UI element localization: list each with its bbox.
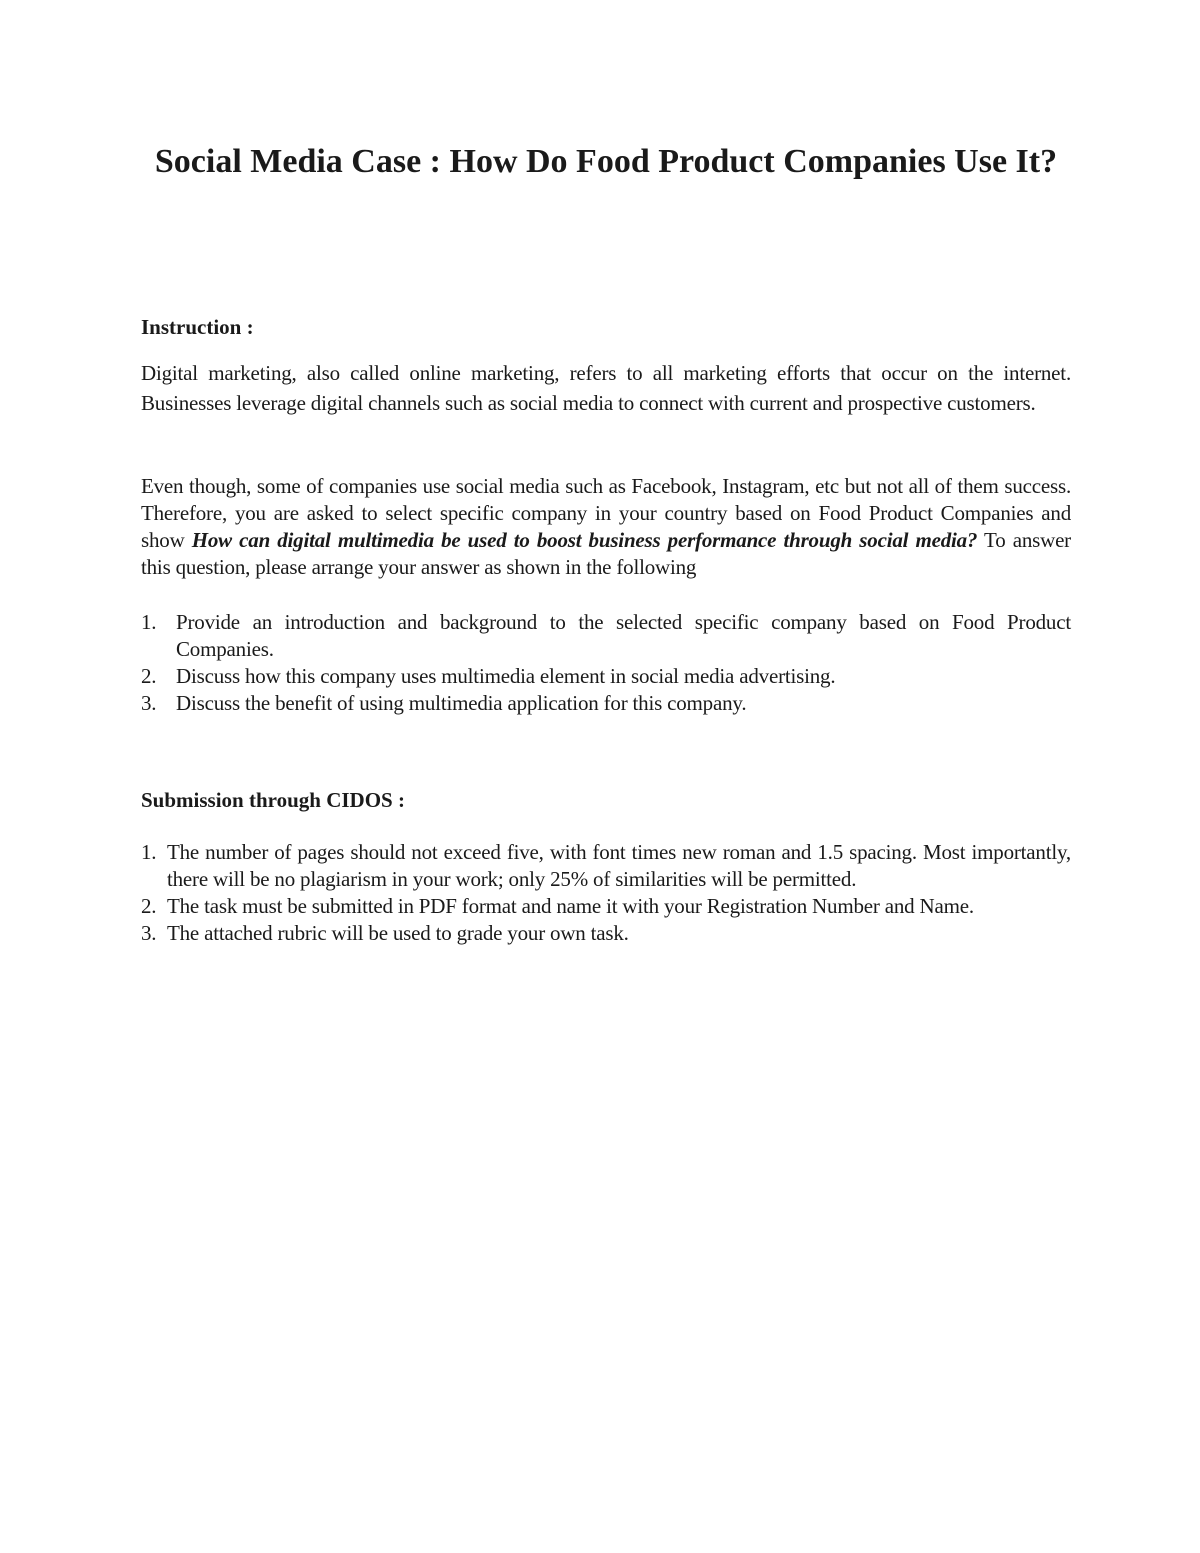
list-item (141, 839, 1071, 893)
list-item (141, 690, 1071, 717)
task-question: How can digital multimedia be used to boost business performance through social media? (191, 528, 978, 552)
list-item (141, 893, 1071, 920)
list-number: 1. (141, 840, 157, 864)
list-item (141, 920, 1071, 947)
intro-paragraph: Digital marketing, also called online marketing, refers to all marketing efforts that occur on the internet. Businesses leverage digital channels such as social media to connect with current and prospective customers. (141, 361, 1071, 415)
document-title: Social Media Case : How Do Food Product Companies Use It? (154, 143, 1058, 180)
instruction-heading: Instruction : (141, 315, 254, 339)
submission-heading: Submission through CIDOS : (141, 788, 405, 812)
task-paragraph (141, 473, 1071, 581)
submission-list (141, 839, 1071, 947)
instruction-list (141, 609, 1071, 717)
list-number: 1. (141, 610, 157, 634)
list-text: Discuss the benefit of using multimedia application for this company. (176, 691, 747, 715)
task-paragraph-start: Even though, some of companies use social media such as Facebook, Instagram, etc but not all of them success. Therefore, you are asked to select specific company in your country based on Food Product Companies and show (141, 474, 1071, 552)
task-paragraph-end: To answer this question, please arrange your answer as shown in the following (141, 528, 1071, 579)
list-text: The number of pages should not exceed five, with font times new roman and 1.5 spacing. Most importantly, there will be no plagiarism in your work; only 25% of similarities will be permitted. (167, 840, 1071, 891)
list-text: Discuss how this company uses multimedia element in social media advertising. (176, 664, 836, 688)
list-number: 3. (141, 921, 157, 945)
list-text: The task must be submitted in PDF format and name it with your Registration Number and Name. (167, 894, 974, 918)
list-number: 3. (141, 691, 157, 715)
list-item (141, 609, 1071, 663)
list-number: 2. (141, 894, 157, 918)
list-number: 2. (141, 664, 157, 688)
list-text: Provide an introduction and background to the selected specific company based on Food Product Companies. (176, 610, 1071, 661)
list-item (141, 663, 1071, 690)
list-text: The attached rubric will be used to grade your own task. (167, 921, 629, 945)
